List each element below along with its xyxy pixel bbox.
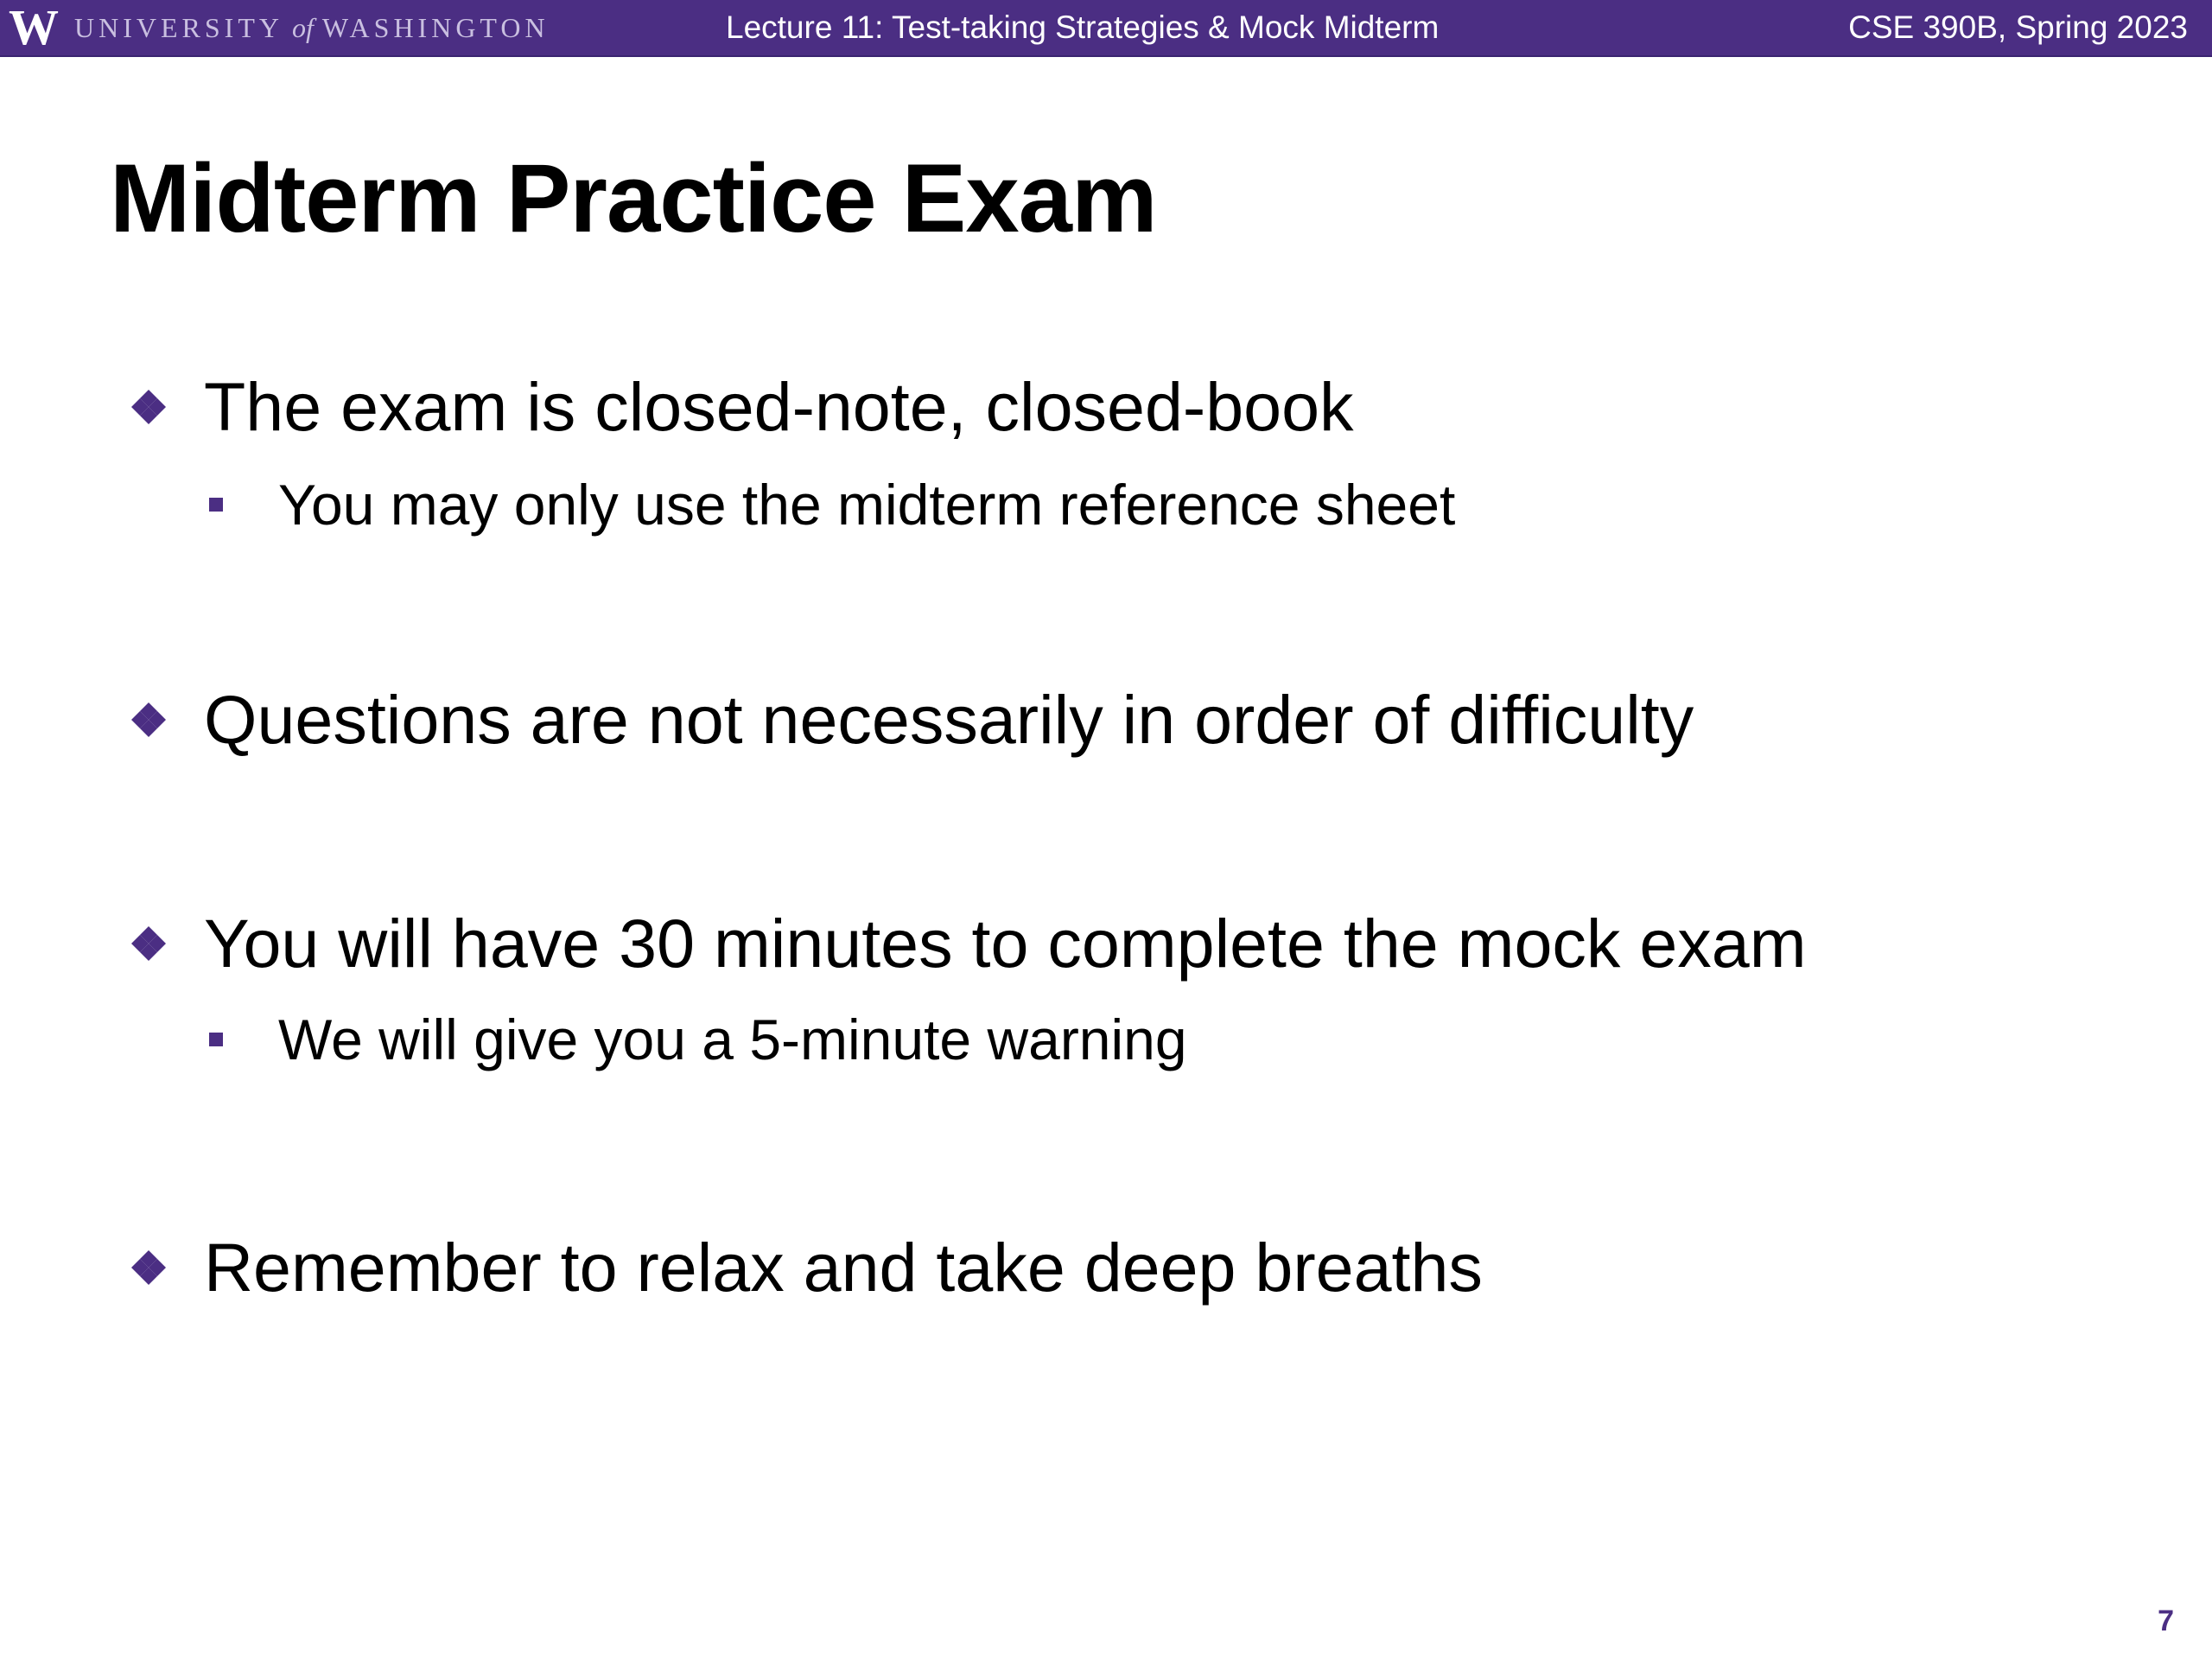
logo-university-text: UNIVERSITY: [74, 12, 283, 43]
course-label: CSE 390B, Spring 2023: [1848, 10, 2188, 45]
bullet-text: The exam is closed-note, closed-book: [204, 368, 1354, 445]
bullet-item: [121, 1224, 1483, 1311]
lecture-title: Lecture 11: Test-taking Strategies & Mock Midterm: [726, 10, 1440, 45]
logo-wordmark: [74, 0, 550, 55]
square-bullet-icon: [209, 498, 223, 512]
bullet-text: Remember to relax and take deep breaths: [204, 1229, 1483, 1306]
page-number: 7: [2158, 1605, 2174, 1637]
header-bar: [0, 0, 2212, 57]
sub-bullet-item: [209, 468, 1455, 541]
slide-title: Midterm Practice Exam: [110, 144, 1157, 252]
bullet-text: Questions are not necessarily in order of difficulty: [204, 681, 1694, 758]
sub-bullet-text: You may only use the midterm reference sheet: [278, 473, 1456, 537]
bullet-text: You will have 30 minutes to complete the mock exam: [204, 905, 1807, 982]
university-logo: [9, 0, 550, 55]
bullet-item: [121, 900, 1807, 987]
logo-w-icon: W: [9, 0, 57, 55]
diamond-bullet-icon: [121, 1240, 176, 1295]
bullet-item: [121, 677, 1694, 763]
square-bullet-icon: [209, 1033, 223, 1046]
diamond-bullet-icon: [121, 916, 176, 971]
sub-bullet-item: [209, 1003, 1187, 1076]
diamond-bullet-icon: [121, 379, 176, 435]
logo-of-text: of: [291, 12, 314, 43]
logo-washington-text: WASHINGTON: [321, 12, 550, 43]
diamond-bullet-icon: [121, 692, 176, 747]
bullet-item: [121, 364, 1354, 450]
sub-bullet-text: We will give you a 5-minute warning: [278, 1007, 1187, 1071]
